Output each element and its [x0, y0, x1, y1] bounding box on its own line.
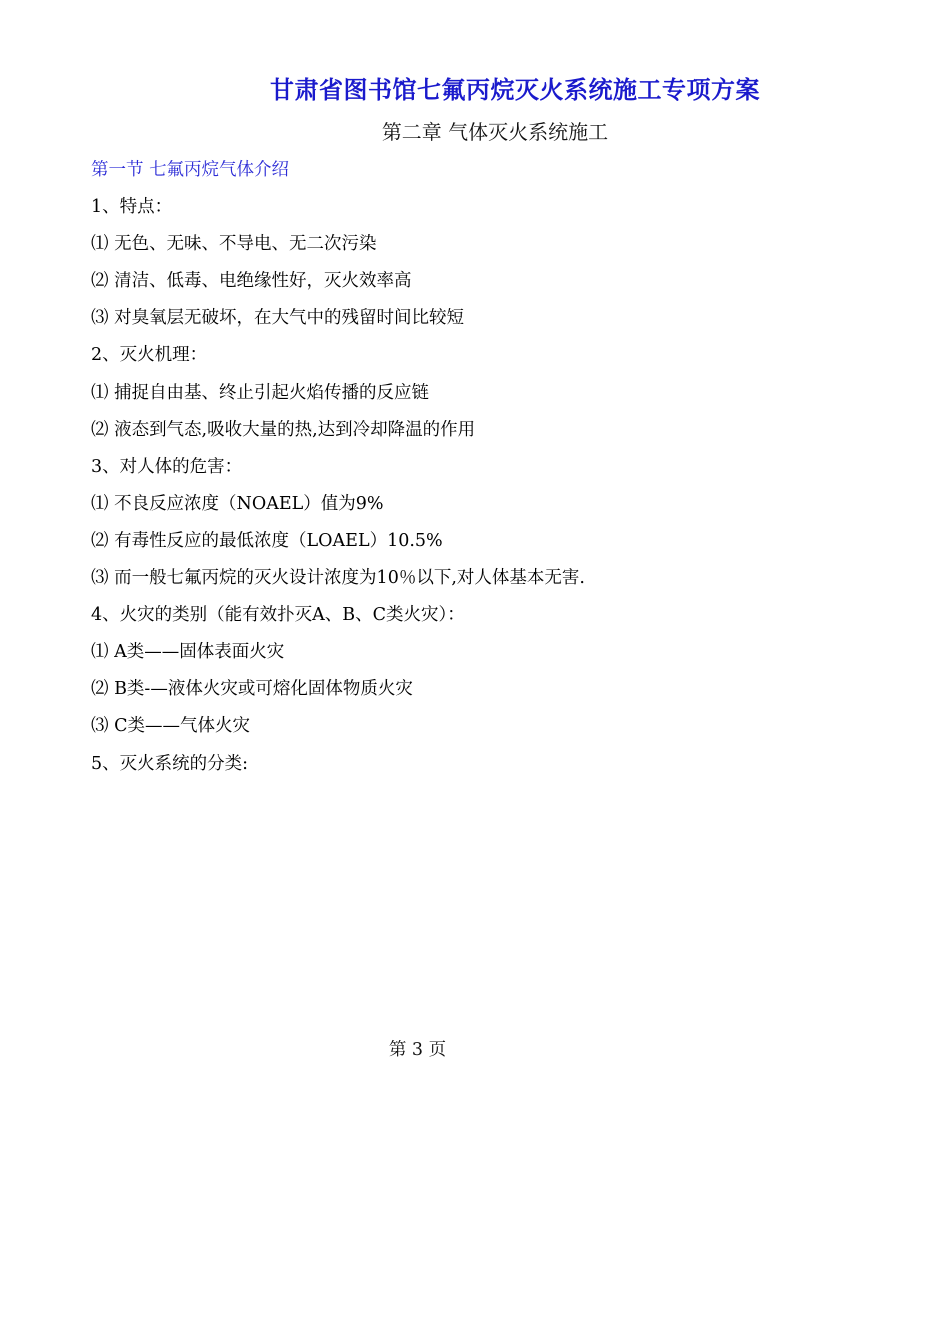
body-line: ⑵ 液态到气态,吸收大量的热,达到冷却降温的作用	[91, 419, 476, 440]
body-line: 1、特点：	[91, 197, 173, 218]
body-line: ⑶ 而一般七氟丙烷的灭火设计浓度为10％以下,对人体基本无害.	[91, 568, 585, 589]
body-line: 3、对人体的危害：	[91, 456, 243, 477]
page-number: 第 3 页	[388, 1040, 447, 1060]
body-line: ⑵ 清洁、低毒、电绝缘性好，灭火效率高	[91, 271, 412, 292]
body-line: ⑴ 捕捉自由基、终止引起火焰传播的反应链	[91, 382, 430, 403]
chapter-heading: 第二章 气体灭火系统施工	[381, 120, 609, 144]
body-line: ⑶ C类——气体火灾	[91, 716, 250, 737]
document-title: 甘肃省图书馆七氟丙烷灭火系统施工专项方案	[270, 76, 760, 104]
body-line: ⑵ B类-—液体火灾或可熔化固体物质火灾	[91, 679, 413, 700]
body-line: ⑴ 无色、无味、不导电、无二次污染	[91, 234, 377, 255]
body-line: 4、火灾的类别（能有效扑灭A、B、C类火灾）：	[91, 605, 465, 626]
body-line: ⑵ 有毒性反应的最低浓度（LOAEL）10.5%	[91, 530, 443, 551]
body-line: ⑴ A类——固体表面火灾	[91, 642, 285, 663]
body-line: 2、灭火机理：	[91, 345, 208, 366]
document-body	[91, 156, 871, 787]
body-line: ⑴ 不良反应浓度（NOAEL）值为9%	[91, 493, 384, 514]
body-line: ⑶ 对臭氧层无破坏，在大气中的残留时间比较短	[91, 308, 465, 329]
section-heading: 第一节 七氟丙烷气体介绍	[91, 160, 290, 180]
body-line: 5、灭火系统的分类:	[91, 753, 249, 774]
